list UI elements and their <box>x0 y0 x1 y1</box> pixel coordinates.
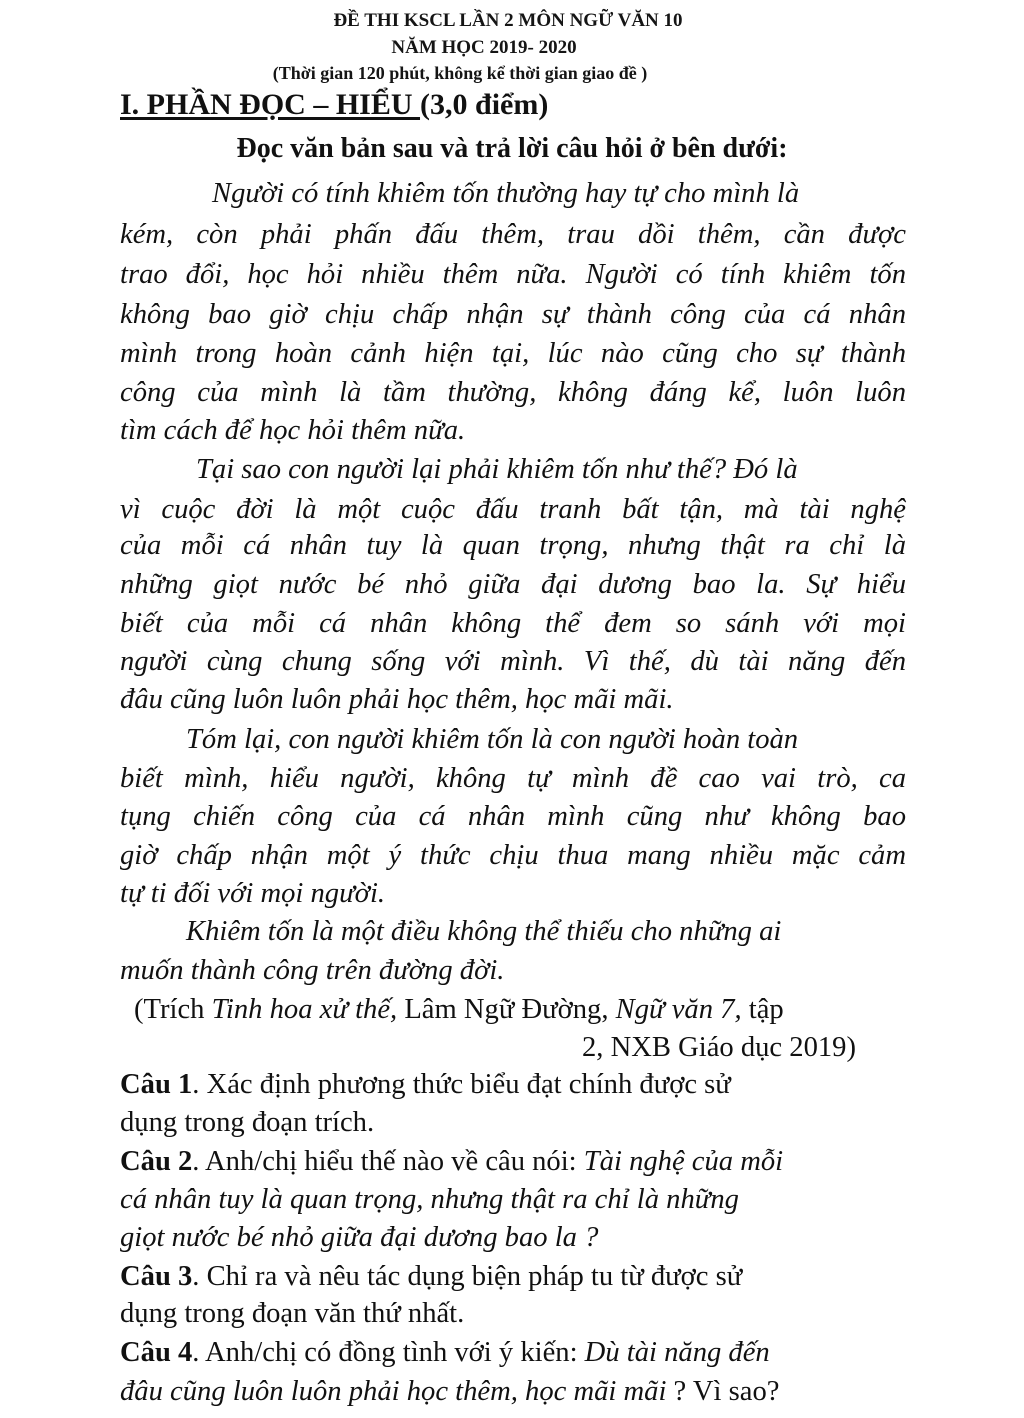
question-text: . Chỉ ra và nêu tác dụng biện pháp tu từ được sử <box>192 1261 743 1292</box>
question-label: Câu 4 <box>120 1337 193 1368</box>
passage-line: người cùng chung sống với mình. Vì thế, dù tài năng đến <box>120 646 906 677</box>
passage-line: tự ti đối với mọi người. <box>120 878 386 909</box>
question-2-cont: cá nhân tuy là quan trọng, nhưng thật ra chỉ là những <box>120 1184 739 1215</box>
question-quote: Tài nghệ của mỗi <box>583 1146 784 1177</box>
source-citation <box>134 994 784 1026</box>
passage-line: Người có tính khiêm tốn thường hay tự cho mình là <box>212 178 800 209</box>
question-2 <box>120 1146 906 1178</box>
passage-line: Tóm lại, con người khiêm tốn là con người hoàn toàn <box>186 724 799 755</box>
question-label: Câu 2 <box>120 1146 193 1177</box>
source-publisher: 2, NXB Giáo dục 2019) <box>582 1032 856 1063</box>
passage-line: những giọt nước bé nhỏ giữa đại dương bao la. Sự hiểu <box>120 569 906 600</box>
passage-line: không bao giờ chịu chấp nhận sự thành công của cá nhân <box>120 299 906 330</box>
passage-line: muốn thành công trên đường đời. <box>120 955 505 986</box>
passage-line: biết của mỗi cá nhân không thể đem so sánh với mọi <box>120 608 906 639</box>
question-3 <box>120 1261 906 1293</box>
question-1 <box>120 1069 906 1101</box>
question-4-cont <box>120 1376 906 1408</box>
question-text: ? Vì sao? <box>666 1376 780 1407</box>
source-prefix: (Trích <box>134 994 212 1025</box>
passage-line: biết mình, hiểu người, không tự mình đề cao vai trò, ca <box>120 763 906 794</box>
passage-line: kém, còn phải phấn đấu thêm, trau dồi thêm, cần được <box>120 219 906 250</box>
passage-line: tụng chiến công của cá nhân mình cũng như không bao <box>120 801 906 832</box>
passage-line: trao đổi, học hỏi nhiều thêm nữa. Người có tính khiêm tốn <box>120 259 906 290</box>
reading-instruction: Đọc văn bản sau và trả lời câu hỏi ở bên dưới: <box>236 133 788 164</box>
section-title: I. PHẦN ĐỌC – HIỂU <box>120 88 421 121</box>
passage-line: của mỗi cá nhân tuy là quan trọng, nhưng thật ra chỉ là <box>120 530 906 561</box>
section-points: (3,0 điểm) <box>420 88 549 121</box>
question-2-cont: giọt nước bé nhỏ giữa đại dương bao la ? <box>120 1222 599 1253</box>
exam-title: ĐỀ THI KSCL LẦN 2 MÔN NGỮ VĂN 10 <box>333 10 683 31</box>
question-3-cont: dụng trong đoạn văn thứ nhất. <box>120 1298 465 1329</box>
passage-line: tìm cách để học hỏi thêm nữa. <box>120 415 466 446</box>
question-text: . Anh/chị hiểu thế nào về câu nói: <box>192 1146 584 1177</box>
passage-line: mình trong hoàn cảnh hiện tại, lúc nào cũng cho sự thành <box>120 338 906 369</box>
passage-line: đâu cũng luôn luôn phải học thêm, học mãi mãi. <box>120 684 674 715</box>
section-heading <box>120 88 548 122</box>
question-label: Câu 1 <box>120 1069 193 1100</box>
question-text: . Xác định phương thức biểu đạt chính được sử <box>192 1069 731 1100</box>
question-quote: đâu cũng luôn luôn phải học thêm, học mãi mãi <box>120 1376 667 1407</box>
question-4 <box>120 1337 906 1369</box>
question-label: Câu 3 <box>120 1261 193 1292</box>
time-note: (Thời gian 120 phút, không kể thời gian giao đề ) <box>272 63 648 83</box>
question-quote: Dù tài năng đến <box>584 1337 770 1368</box>
passage-line: Khiêm tốn là một điều không thể thiếu cho những ai <box>186 916 782 947</box>
source-author: Lâm Ngữ Đường, <box>397 994 616 1025</box>
passage-line: giờ chấp nhận một ý thức chịu thua mang nhiều mặc cảm <box>120 840 906 871</box>
question-text: . Anh/chị có đồng tình với ý kiến: <box>192 1337 585 1368</box>
source-textbook: Ngữ văn 7, <box>615 994 742 1025</box>
passage-line: Tại sao con người lại phải khiêm tốn như thế? Đó là <box>196 454 798 485</box>
school-year: NĂM HỌC 2019- 2020 <box>391 37 577 58</box>
passage-line: vì cuộc đời là một cuộc đấu tranh bất tận, mà tài nghệ <box>120 494 906 525</box>
source-volume: tập <box>741 994 784 1025</box>
question-1-cont: dụng trong đoạn trích. <box>120 1107 375 1138</box>
source-work: Tinh hoa xử thế, <box>211 994 398 1025</box>
passage-line: công của mình là tầm thường, không đáng kể, luôn luôn <box>120 377 906 408</box>
